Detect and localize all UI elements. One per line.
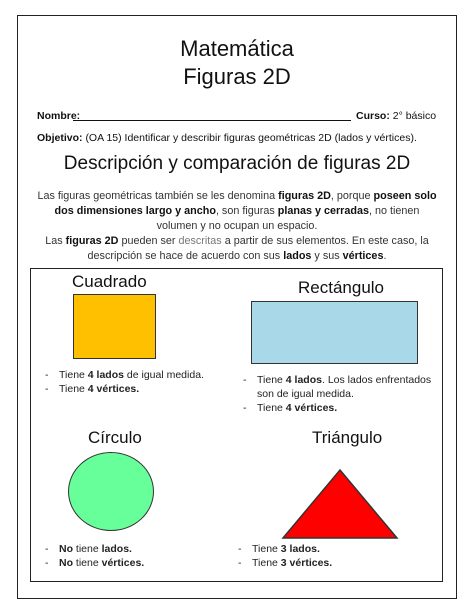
circle-shape — [68, 452, 154, 531]
intro-text: Las figuras geométricas también se les denomina figuras 2D, porque poseen solo dos dimensiones largo y ancho, son figuras planas y cerradas, no tienen volumen y no ocupan un espacio. Las figuras 2D pueden ser descritas a partir de sus elementos. En este caso, la descripción se hace de acuerdo con sus lados y sus vértices. — [37, 190, 437, 262]
rectangle-shape — [251, 301, 418, 364]
list-item: - Tiene 3 vértices. — [238, 556, 418, 570]
nombre-field[interactable] — [73, 120, 351, 121]
square-shape — [73, 294, 156, 359]
list-item: - Tiene 3 lados. — [238, 542, 418, 556]
list-item: - Tiene 4 lados de igual medida. — [45, 368, 225, 382]
cuadrado-title: Cuadrado — [72, 272, 147, 291]
list-item: - Tiene 4 vértices. — [45, 382, 225, 396]
circulo-properties — [45, 542, 225, 570]
curso-field: Curso: 2° básico — [356, 110, 437, 122]
list-item: - No tiene lados. — [45, 542, 225, 556]
rectangulo-properties — [243, 373, 433, 415]
list-item: - Tiene 4 lados. Los lados enfrentados son de igual medida. — [243, 373, 433, 401]
circulo-title: Círculo — [88, 428, 142, 447]
objective: Objetivo: (OA 15) Identificar y describir figuras geométricas 2D (lados y vértices). — [37, 132, 417, 144]
nombre-label: Nombre: — [37, 110, 81, 122]
list-item: - No tiene vértices. — [45, 556, 225, 570]
triangulo-title: Triángulo — [312, 428, 383, 447]
page-subtitle: Figuras 2D — [183, 64, 291, 89]
rectangulo-title: Rectángulo — [298, 278, 385, 297]
section-title: Descripción y comparación de figuras 2D — [63, 153, 411, 174]
triangle-shape — [281, 468, 399, 540]
triangulo-properties — [238, 542, 418, 570]
cuadrado-properties — [45, 368, 225, 396]
list-item: - Tiene 4 vértices. — [243, 401, 433, 415]
page-title: Matemática — [180, 36, 294, 61]
